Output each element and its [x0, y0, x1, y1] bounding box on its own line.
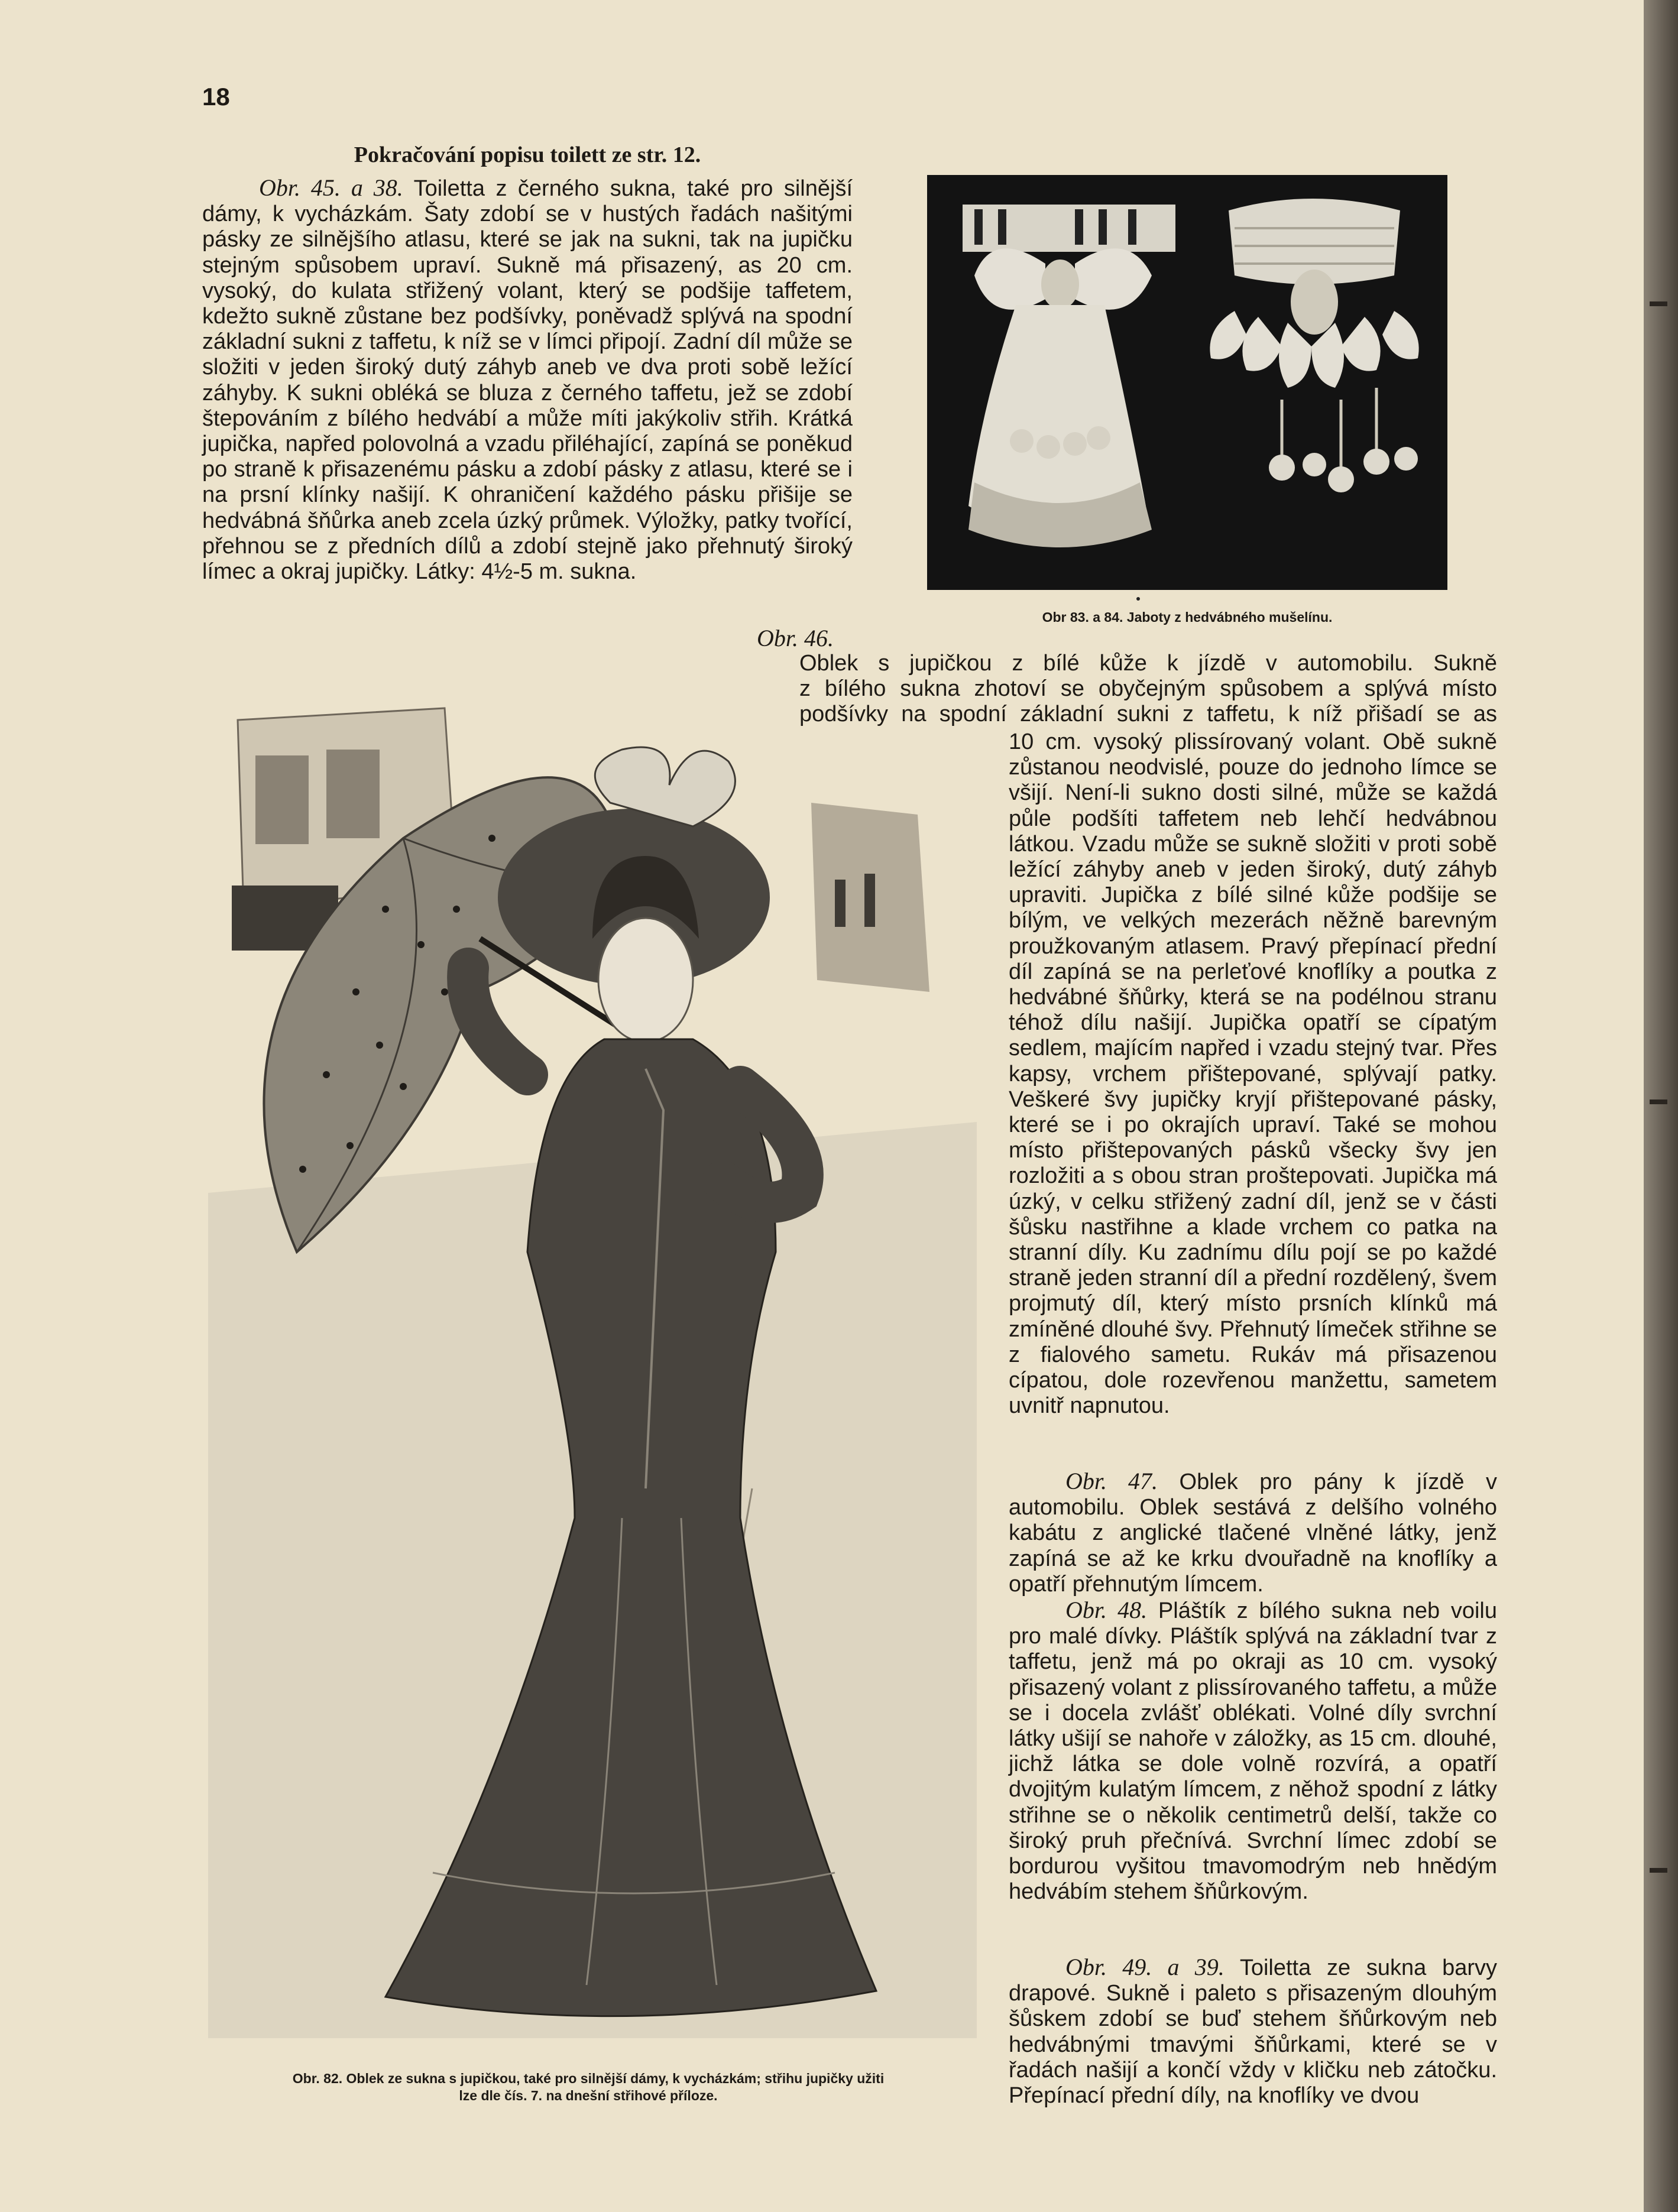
edge-mark-2: [1650, 1099, 1667, 1104]
obr49-paragraph: [1009, 1954, 1497, 2109]
woman-umbrella-svg: [208, 661, 977, 2038]
obr46-line3: podšívky na spodní základní sukni z taffetu, k níž přišadí se as: [799, 702, 1497, 726]
ink-dot: [1136, 597, 1140, 601]
obr46-paragraph: [1009, 729, 1497, 1419]
edge-mark-1: [1650, 301, 1667, 306]
obr46-line1: Oblek s jupičkou z bílé kůže k jízdě v automobilu. Sukně: [799, 651, 1497, 676]
obr45-lead: Obr. 45. a 38.: [259, 174, 403, 201]
obr48-paragraph: [1009, 1597, 1497, 1905]
obr47-paragraph: [1009, 1468, 1497, 1597]
section-heading: Pokračování popisu toilett ze str. 12.: [354, 142, 701, 167]
obr47-text: Oblek pro pány k jízdě v automobilu. Oblek sestává z delšího volného kabátu z anglické tlačené vlněné látky, jenž zapíná se až ke krku dvouřadně na knoflíky a opatří přehnutým límcem.: [1009, 1470, 1497, 1597]
obr47-lead: Obr. 47.: [1065, 1468, 1158, 1494]
page-number: 18: [202, 83, 230, 111]
obr49-lead: Obr. 49. a 39.: [1065, 1954, 1225, 1980]
fashion-illustration: [208, 661, 977, 2038]
obr46-text: 10 cm. vysoký plissírovaný volant. Obě sukně zůstanou neodvislé, pouze do jednoho límce se všijí. Není-li sukno dosti silné, může se každá půle podšíti taffetem neb lehčí hedvábnou látkou. Vzadu může se sukně složiti v proti sobě ležící záhyby aneb v jeden široký, dutý záhyb upraviti. Jupička z bílé silné kůže podšije se bílým, ve velkých mezerách něžně barevným proužkovaným atlasem. Pravý přepínací přední díl zapíná se na perleťové knoflíky a poutka z hedvábné šňůrky, která se na podélnou stranu téhož dílu našijí. Jupička opatří se cípatým sedlem, majícím napřed i vzadu stejný tvar. Přes kapsy, vrchem přištepované, splývají patky. Veškeré švy jupičky kryjí přištepované pásky, které se i po okrajích upraví. Také se mohou místo přištepovaných pásků všecky švy jen rozložiti a s obou stran proštepovati. Jupička má úzký, v celku střižený zadní díl, jenž se v části šůsku nastřihne a klade vrchem co patka na stranní díly. Ku zadnímu dílu pojí se po každé straně jeden stranní díl a přední rozdělený, švem projmutý díl, který místo prsních klínků má zmíněné dlouhé švy. Přehnutý límeček střihne se z fialového sametu. Rukáv má přisazenou cípatou, dole rozevřenou manžettu, sametem uvnitř napnutou.: [1009, 729, 1497, 1419]
obr45-paragraph: [202, 175, 853, 585]
obr46-line2: z bílého sukna zhotoví se obyčejným spůsobem a splývá místo: [799, 676, 1497, 701]
caption-83-84: Obr 83. a 84. Jaboty z hedvábného mušelínu.: [1042, 609, 1333, 625]
caption-82-line2: lze dle čís. 7. na dnešní střihové příloze.: [459, 2088, 718, 2103]
caption-82-line1: Obr. 82. Oblek ze sukna s jupičkou, také pro silnější dámy, k vycházkám; střihu jupičky užiti: [292, 2071, 885, 2086]
jabot-photo-svg: [927, 175, 1447, 590]
book-edge: [1644, 0, 1678, 2212]
jabot-photograph: [927, 175, 1447, 590]
edge-mark-3: [1650, 1868, 1667, 1873]
obr48-lead: Obr. 48.: [1065, 1597, 1148, 1623]
obr48-text: Pláštík z bílého sukna neb voilu pro malé dívky. Pláštík splývá na základní tvar z taffetu, jenž má po okraji as 10 cm. vysoký přisazený volant z plissírovaného taffetu, a může se i docela zvlášť oblékati. Volné díly svrchní látky ušijí se nahoře v záložky, as 15 cm. dlouhé, jichž látka se dole volně rozvírá, a opatří dvojitým kulatým límcem, z něhož spodní z látky střihne se o několik centimetrů delší, takže co široký pruh přečnívá. Svrchní límec zdobí se bordurou vyšitou tmavomodrým neb hnědým hedvábím stehem šňůrkovým.: [1009, 1598, 1497, 1905]
obr46-lead: Obr. 46.: [757, 625, 834, 651]
obr49-text: Toiletta ze sukna barvy drapové. Sukně i paleto s přisazeným dlouhým šůskem zdobí se buď stehem šňůrkovým neb hedvábnými tmavými šňůrkami, které se v řadách našijí a končí vždy v kličku neb zátočku. Přepínací přední díly, na knoflíky ve dvou: [1009, 1955, 1498, 2109]
obr45-text: Toiletta z černého sukna, také pro silnější dámy, k vycházkám. Šaty zdobí se v hustých řadách našitými pásky ze silnějšího atlasu, které se jak na sukni, tak na jupičku stejným spůsobem upraví. Sukně má přisazený, as 20 cm. vysoký, do kulata střižený volant, který se podšije taffetem, kdežto sukně zůstane bez podšívky, poněvadž splývá na spodní základní sukni z taffetu, k níž se v límci připojí. Zadní díl může se složiti v jeden široký dutý záhyb aneb ve dva proti sobě ležící záhyby. K sukni obléká se bluza z černého taffetu, jež se zdobí štepováním z bílého hedvábí a může míti jakýkoliv střih. Krátká jupička, napřed polovolná a vzadu přiléhající, zapíná se poněkud po straně k přisazenému pásku a zdobí pásky z atlasu, které se i na prsní klínky našijí. K ohraničení každého pásku přišije se hedvábná šňůrka aneb zcela úzký průmek. Výložky, patky tvořící, přehnou se z předních dílů a zdobí stejně jako přehnutý široký límec a okraj jupičky. Látky: 4½-5 m. sukna.: [202, 176, 853, 585]
